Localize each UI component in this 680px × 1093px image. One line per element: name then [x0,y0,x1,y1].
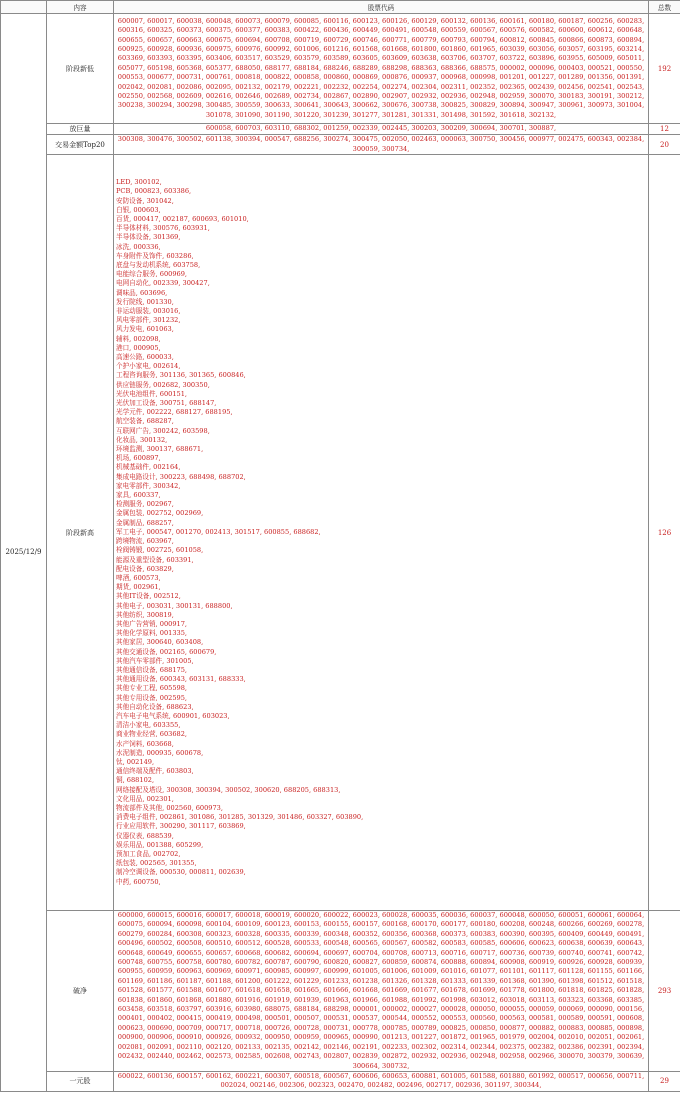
industry-group-line: 工程咨询服务, 301136, 301365, 600846, [116,371,246,380]
industry-group-line: 栓阀铸锻, 002725, 601058, [116,546,204,555]
category-cell: 阶段新低 [47,14,114,124]
industry-group-line: 预加工食品, 002702, [116,850,181,858]
industry-group-line: 其他交通设备, 002165, 600679, [116,647,217,656]
industry-group-line: 中药, 600750, [116,877,161,886]
codes-cell: 600022, 600136, 600157, 600162, 600221, 600307, 600518, 600567, 600606, 600653, 600881, 601005, 601588, 601880, 601992, 000517, 000656, 000711, 002024, 002146, 002306, 002323, 002470, 002482, 002496, 002717, 002936, 301197, 300344, [114,1071,649,1091]
row-turnover-top20 [1,135,680,155]
industry-group-line: 百货, 000417, 002187, 600693, 601010, [116,214,249,223]
header-category: 内容 [47,1,114,14]
category-cell: 交易金额Top20 [47,135,114,155]
industry-group-line: 环境监测, 300137, 688671, [116,445,204,454]
industry-group-line: 文化用品, 002301, [116,794,174,803]
industry-group-line: 其他化学原料, 001335, [116,629,188,638]
industry-group-line: 光学元件, 002222, 688127, 688195, [116,408,233,417]
industry-group-line: 期货, 002961, [116,583,161,592]
industry-group-line: PCB, 000823, 603386, [116,187,192,196]
industry-group-line: 啤酒, 600573, [116,573,161,582]
industry-group-line: 发行院线, 001330, [116,297,174,306]
industry-group-line: 金属包装, 002752, 002969, [116,509,204,518]
industry-group-line: 检测服务, 002967, [116,500,174,509]
count-cell: 12 [649,124,680,135]
industry-group-line: 电网自动化, 002339, 300427, [116,279,210,288]
industry-group-line: 能源及重型设备, 603391, [116,555,194,564]
row-stage-new-high [1,155,680,911]
codes-cell: 600000, 600015, 600016, 600017, 600018, 600019, 600020, 600022, 600023, 600028, 600035, 600036, 600037, 600048, 600050, 600051, 600061, 600064, 600075, 600094, 600098, 600104, 600109, 600123, 600153, 600155, 600157, 600168, 600170, 600177, 600180, 600208, 600248, 600266, 600269, 600278, 600279, 600284, 600308, 600323, 600328, 600335, 600339, 600348, 600352, 600356, 600368, 600373, 600383, 600390, 600395, 600409, 600449, 600491, 600496, 600502, 600508, 600510, 600512, 600528, 600533, 600548, 600565, 600567, 600582, 600583, 600585, 600606, 600623, 600638, 600639, 600643, 600648, 600649, 600655, 600657, 600668, 600682, 600694, 600697, 600704, 600708, 600713, 600716, 600717, 600736, 600739, 600740, 600741, 600742, 600748, 600755, 600758, 600780, 600782, 600787, 600790, 600820, 600827, 600859, 600874, 600888, 600894, 600908, 600919, 600926, 600928, 600939, 600955, 600959, 600963, 600969, 600971, 600985, 600997, 600999, 601005, 601006, 601009, 601016, 601077, 601101, 601117, 601128, 601155, 601166, 601169, 601186, 601187, 601188, 601200, 601222, 601229, 601233, 601238, 601326, 601328, 601333, 601339, 601368, 601390, 601398, 601512, 601518, 601528, 601577, 601588, 601607, 601618, 601658, 601665, 601666, 601668, 601669, 601677, 601678, 601699, 601778, 601800, 601818, 601825, 601828, 601838, 601860, 601868, 601880, 601916, 601919, 601939, 601963, 601966, 601988, 601992, 601998, 603012, 603018, 603113, 603323, 603368, 603385, 603458, 603518, 603797, 603916, 603980, 688075, 688184, 688298, 000001, 000002, 000027, 000028, 000050, 000055, 000059, 000069, 000090, 000156, 000401, 000402, 000415, 000419, 000498, 000501, 000507, 000531, 000537, 000544, 000552, 000553, 000560, 000563, 000581, 000589, 000591, 000608, 000623, 000690, 000709, 000717, 000718, 000726, 000728, 000731, 000778, 000785, 000789, 000825, 000850, 000877, 000882, 000883, 000885, 000898, 000900, 000906, 000910, 000926, 000932, 000950, 000959, 000965, 000990, 001213, 001227, 001872, 001965, 001979, 002004, 002010, 002051, 002061, 002081, 002091, 002110, 002120, 002133, 002135, 002142, 002146, 002191, 002233, 002302, 002314, 002344, 002375, 002382, 002386, 002391, 002394, 002432, 002440, 002462, 002573, 002585, 002608, 002743, 002807, 002839, 002872, 002932, 002936, 002948, 002958, 002966, 300070, 300379, 300639, 300664, 300732, [114,911,649,1072]
industry-group-line: 其他通用设备, 600343, 603131, 688333, [116,675,246,684]
industry-group-line: 风电零部件, 301232, [116,316,181,325]
industry-group-line: 物流部件及其他, 002560, 600973, [116,803,223,812]
category-cell: 破净 [47,911,114,1072]
header-codes: 股票代码 [114,1,649,14]
industry-group-line: 互联网广告, 300242, 603598, [116,426,210,435]
industry-group-line: 配电设备, 603829, [116,564,174,573]
industry-group-line: 军工电子, 000547, 001270, 002413, 301517, 600855, 688682, [116,527,321,536]
industry-group-line: 其他通信设备, 688175, [116,665,188,674]
industry-group-line: 航空装备, 688287, [116,417,174,426]
count-cell: 192 [649,14,680,124]
industry-group-line: 汽车电子电气系统, 600901, 603023, [116,711,230,720]
industry-group-line: 其他IT设备, 002512, [116,592,181,601]
industry-group-line: 娱乐用品, 001388, 605299, [116,840,204,849]
industry-group-line: 其他专用设备, 002595, [116,693,188,702]
industry-group-line: 家电零部件, 300342, [116,481,181,490]
codes-cell: 600007, 600017, 600038, 600048, 600073, 600079, 600085, 600116, 600123, 600126, 600129, 600132, 600136, 600161, 600180, 600187, 600256, 600283, 600316, 600325, 600373, 600375, 600377, 600383, 600422, 600436, 600449, 600491, 600548, 600559, 600567, 600576, 600582, 600600, 600612, 600648, 600655, 600657, 600663, 600675, 600694, 600708, 600719, 600729, 600746, 600771, 600779, 600793, 600794, 600812, 600845, 600866, 600873, 600894, 600925, 600928, 600936, 600975, 600976, 600992, 601006, 601216, 601568, 601668, 601800, 601860, 601965, 603039, 603056, 603057, 603195, 603214, 603369, 603393, 603395, 603406, 603517, 603529, 603579, 603589, 603605, 603609, 603638, 603706, 603707, 603722, 603896, 603955, 605009, 605011, 605077, 605198, 605368, 605377, 688050, 688177, 688184, 688246, 688289, 688298, 688363, 688366, 688575, 000002, 000096, 000403, 000521, 000550, 000553, 000677, 000731, 000761, 000818, 000822, 000858, 000860, 000869, 000876, 000937, 000968, 000998, 001201, 001227, 001289, 001356, 001391, 002042, 002081, 002086, 002095, 002132, 002179, 002221, 002232, 002254, 002274, 002304, 002311, 002352, 002365, 002439, 002456, 002541, 002543, 002550, 002568, 002609, 002616, 002646, 002689, 002734, 002867, 002890, 002907, 002932, 002936, 002948, 002959, 300070, 300183, 300191, 300212, 300238, 300294, 300298, 300485, 300559, 300633, 300641, 300643, 300662, 300676, 300738, 300825, 300829, 300894, 300947, 300961, 300973, 301004, 301078, 301090, 301190, 301220, 301239, 301277, 301281, 301331, 301498, 301592, 301618, 302132, [114,14,649,124]
codes-cell: 600058, 600703, 603110, 688302, 001259, 002339, 002445, 300203, 300209, 300694, 300701, 300887, [114,124,649,135]
industry-group-line: 其他专业工程, 605598, [116,684,188,693]
industry-group-line: 清洁小家电, 603355, [116,721,181,730]
industry-group-cell [114,155,649,911]
industry-group-line: 金属制品, 688257, [116,518,174,527]
industry-group-line: 水产饲料, 603668, [116,739,174,748]
industry-group-line: 钛, 002149, [116,757,155,766]
header-date [1,1,47,14]
codes-cell: 300308, 300476, 300502, 601138, 300394, 000547, 688256, 300274, 300475, 002050, 002463, 000063, 300750, 300456, 000977, 002475, 600343, 002384, 300059, 300734, [114,135,649,155]
industry-group-line: 供应链服务, 002682, 300350, [116,380,210,389]
count-cell: 293 [649,911,680,1072]
industry-group-line: 跨境物流, 603967, [116,537,174,546]
category-cell: 放巨量 [47,124,114,135]
industry-group-line: 家具, 600337, [116,491,161,500]
industry-group-line: 非运动服装, 003016, [116,307,181,316]
industry-group-line: 制冷空调设备, 000530, 000811, 002639, [116,868,246,877]
industry-group-line: 其他电子, 003031, 300131, 688800, [116,601,233,610]
industry-group-line: 消费电子组件, 002861, 301086, 301285, 301329, 301486, 603327, 603890, [116,813,364,822]
industry-group-line: 冰洗, 000336, [116,242,161,251]
industry-group-line: 半导体设备, 301369, [116,233,181,242]
industry-group-line: 车身附件及饰件, 603286, [116,251,194,260]
industry-group-line: 其他自动化设备, 688623, [116,702,194,711]
industry-group-line: 风力发电, 601063, [116,325,174,334]
industry-group-line: 其他纺织, 300819, [116,610,174,619]
industry-group-line: 化妆品, 300132, [116,435,168,444]
industry-group-line: 铜, 688102, [116,776,155,785]
industry-group-line: 电能综合服务, 600969, [116,270,188,279]
industry-group-line: 商业物业经营, 603682, [116,730,188,739]
industry-group-line: 光伏加工设备, 300751, 688147, [116,399,217,408]
industry-group-line: 集成电路设计, 300223, 688498, 688702, [116,472,246,481]
count-cell: 29 [649,1071,680,1091]
row-below-book [1,911,680,1072]
industry-group-line: 其他广告营销, 000917, [116,619,188,628]
category-cell: 阶段新高 [47,155,114,911]
industry-group-line: 安防设备, 301042, [116,196,174,205]
header-count: 总数 [649,1,680,14]
industry-group-line: 调味品, 603696, [116,288,168,297]
industry-group-line: 水泥制造, 000935, 600678, [116,748,204,757]
row-stage-new-low [1,14,680,124]
count-cell: 20 [649,135,680,155]
industry-group-line: 辅料, 002098, [116,334,161,343]
industry-group-line: 半导体材料, 300576, 603931, [116,224,210,233]
industry-group-line: 纸包装, 002565, 301355, [116,859,197,868]
industry-group-line: 仪器仪表, 688539, [116,831,174,840]
date-cell: 2025/12/9 [1,14,47,1092]
industry-group-line: 底盘与发动机系统, 603758, [116,261,201,269]
row-huge-volume [1,124,680,135]
industry-group-line: 行业应用软件, 300290, 301117, 603869, [116,822,246,831]
industry-group-line: 其他家居, 300640, 603408, [116,638,204,647]
industry-group-line: 白银, 000603, [116,205,161,214]
count-cell: 126 [649,155,680,911]
header-row [1,1,680,14]
row-one-yuan-stocks [1,1071,680,1091]
industry-group-line: 通信终端及配件, 603803, [116,767,194,776]
category-cell: 一元股 [47,1071,114,1091]
industry-group-line: 高速公路, 600033, [116,353,174,362]
industry-group-line: 个护小家电, 002614, [116,362,181,371]
industry-group-line: 机械基础件, 002164, [116,463,181,472]
industry-group-line: 光伏电池组件, 600151, [116,389,188,398]
industry-group-line: 其他汽车零部件, 301005, [116,656,194,665]
industry-group-line: LED, 300102, [116,178,162,187]
industry-group-line: 网络接配及塔设, 300308, 300394, 300502, 300620, 688205, 688313, [116,785,341,794]
industry-group-line: 机场, 600897, [116,454,161,463]
industry-group-line: 港口, 000905, [116,343,161,352]
